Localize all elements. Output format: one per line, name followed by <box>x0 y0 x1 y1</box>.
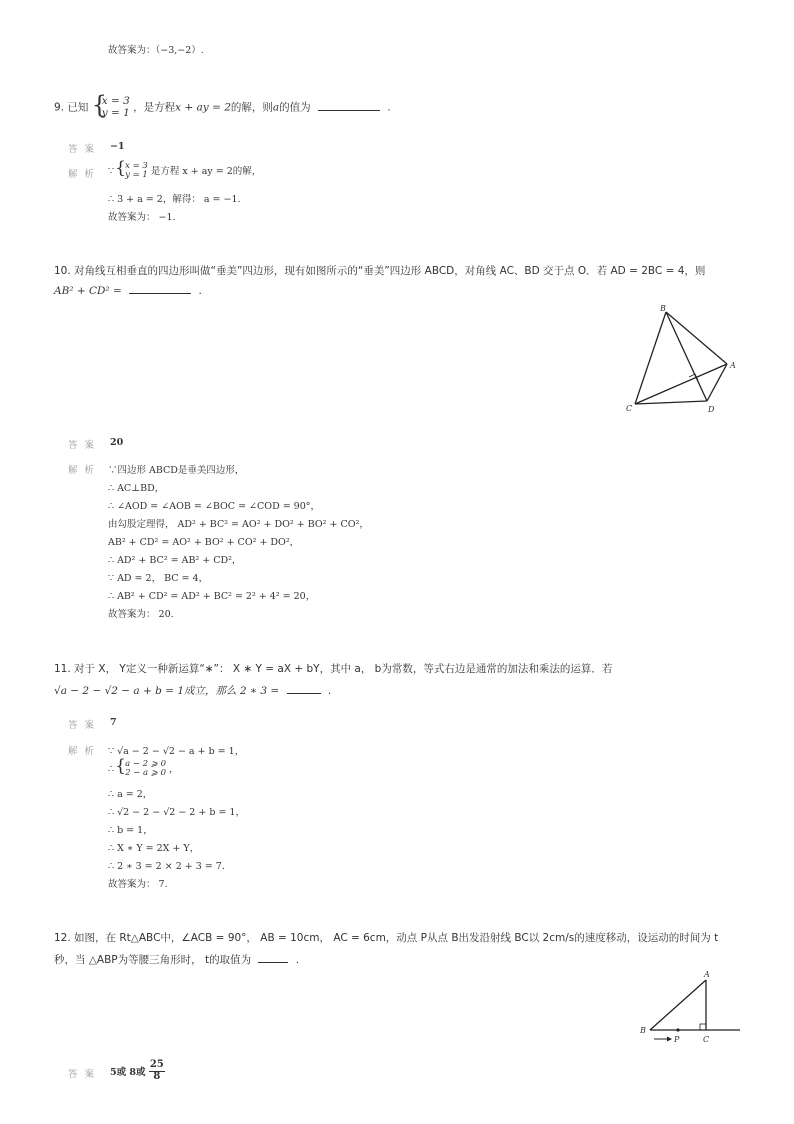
edge-CD <box>635 401 707 404</box>
q10-step7: ∵ AD = 2， BC = 4， <box>108 573 209 584</box>
q12-triangle-figure <box>636 968 742 1048</box>
q9-answer: −1 <box>110 141 125 152</box>
q10-step4: 由勾股定理得， AD² + BC² = AO² + DO² + BO² + CO²， <box>108 519 369 530</box>
q10-step3: ∴ ∠AOD = ∠AOB = ∠BOC = ∠COD = 90°， <box>108 501 321 512</box>
label-A: A <box>704 970 710 979</box>
q10-step9: 故答案为： 20. <box>108 609 174 620</box>
q9-system-eq1: { x = 3 <box>101 95 130 107</box>
segment-BA <box>650 980 706 1030</box>
q10-answer: 20 <box>110 437 124 448</box>
q10-period: . <box>198 285 202 297</box>
label-B: B <box>660 304 666 313</box>
label-C: C <box>626 404 633 413</box>
q9-analysis-step2: ∴ 3 + a = 2，解得： a = −1. <box>108 194 241 205</box>
fraction-numerator: 25 <box>149 1059 164 1070</box>
q9-analysis-eq1: { x = 3 <box>125 161 148 171</box>
q11-step6: ∴ X ∗ Y = 2X + Y， <box>108 843 200 854</box>
q11-step2 <box>108 760 179 779</box>
q11-step4: ∴ √2 − 2 − √2 − 2 + b = 1， <box>108 807 245 818</box>
q11-step5: ∴ b = 1， <box>108 825 153 836</box>
q11-step8: 故答案为： 7. <box>108 879 168 890</box>
label-P: P <box>674 1035 680 1044</box>
q9-analysis-text: 是方程 x + ay = 2的解， <box>150 165 262 177</box>
question-12-line1: 12. 如图，在 Rt△ABC中，∠ACB = 90°， AB = 10cm， AC = 6cm，动点 P从点 B出发沿射线 BC以 2cm/s的速度移动，设运动的时间为 t <box>54 932 719 944</box>
motion-arrowhead <box>667 1037 672 1042</box>
q9-analysis-system <box>117 162 148 181</box>
q9-system <box>94 96 130 119</box>
question-9 <box>54 96 391 119</box>
q10-expression: AB² + CD² = <box>54 285 122 297</box>
q11-step7: ∴ 2 ∗ 3 = 2 × 2 + 3 = 7． <box>108 861 232 872</box>
q9-number: 9. 已知 <box>54 101 89 114</box>
diagonal-AC <box>635 364 727 404</box>
q9-period: . <box>387 101 391 114</box>
q11-ineq1: { a − 2 ⩾ 0 <box>125 759 167 769</box>
q9-analysis-label: 解 析 <box>68 169 97 180</box>
q11-period: . <box>327 685 332 697</box>
q11-inequality-system <box>117 760 166 779</box>
right-angle-mark <box>700 1024 706 1030</box>
q9-text-end: 的解，则 <box>230 101 273 114</box>
q11-analysis-label: 解 析 <box>68 746 97 757</box>
q12-answer-label: 答 案 <box>68 1069 97 1080</box>
q9-variable: a <box>272 101 280 114</box>
q10-step1: ∵四边形 ABCD是垂美四边形， <box>108 465 245 476</box>
label-C: C <box>703 1035 710 1044</box>
q10-step2: ∴ AC⊥BD， <box>108 483 165 494</box>
label-D: D <box>708 405 715 414</box>
q9-analysis-eq2: y = 1 <box>125 170 148 181</box>
q10-answer-blank <box>129 292 191 294</box>
edge-DA <box>707 364 727 401</box>
q11-ineq2: 2 − a ⩾ 0 <box>125 768 167 779</box>
question-10-line1: 10. 对角线互相垂直的四边形叫做“垂美”四边形，现有如图所示的“垂美”四边形 ABCD，对角线 AC、BD 交于点 O．若 AD = 2BC = 4，则 <box>54 265 706 277</box>
q9-text-tail: 的值为 <box>279 101 311 114</box>
edge-BA <box>666 312 727 364</box>
question-11-line1: 11. 对于 X， Y定义一种新运算“∗”： X ∗ Y = aX + bY，其中 a， b为常数，等式右边是通常的加法和乘法的运算．若 <box>54 663 613 675</box>
q12-answer-blank <box>258 961 288 963</box>
therefore-symbol: ∴ <box>108 763 115 775</box>
because-symbol: ∵ <box>108 165 115 177</box>
q11-step1: ∵ √a − 2 − √2 − a + b = 1， <box>108 746 245 757</box>
q12-period: . <box>295 954 300 966</box>
q11-condition: √a − 2 − √2 − a + b = 1成立，那么 2 ∗ 3 = <box>54 685 280 697</box>
q11-step3: ∴ a = 2， <box>108 789 153 800</box>
q10-answer-label: 答 案 <box>68 440 97 451</box>
q11-answer-blank <box>287 692 321 694</box>
q11-ineq-comma: ， <box>169 763 179 775</box>
q9-answer-blank <box>318 109 380 111</box>
q11-answer-label: 答 案 <box>68 720 97 731</box>
q9-analysis-step3: 故答案为： −1. <box>108 212 176 223</box>
q10-quadrilateral-figure <box>620 300 745 418</box>
label-A: A <box>730 361 736 370</box>
q10-step8: ∴ AB² + CD² = AD² + BC² = 2² + 4² = 20， <box>108 591 316 602</box>
fraction-denominator: 8 <box>153 1070 161 1082</box>
q10-step5: AB² + CD² = AO² + BO² + CO² + DO²， <box>108 537 300 548</box>
question-11-line2 <box>54 683 331 698</box>
q9-answer-label: 答 案 <box>68 144 97 155</box>
q12-answer-text: 5或 8或 <box>110 1067 146 1078</box>
q9-text-mid: ，是方程 <box>133 101 176 114</box>
question-12-line2 <box>54 952 299 967</box>
q9-equation: x + ay = 2 <box>175 101 231 114</box>
q9-analysis-step1 <box>108 162 261 181</box>
q12-text: 秒，当 △ABP为等腰三角形时， t的取值为 <box>54 954 252 966</box>
q10-step6: ∴ AD² + BC² = AB² + CD²， <box>108 555 242 566</box>
label-B: B <box>640 1026 646 1035</box>
point-P <box>676 1028 679 1031</box>
edge-BC <box>635 312 666 404</box>
q12-answer-fraction <box>149 1060 165 1082</box>
q9-system-eq2: y = 1 <box>101 106 130 119</box>
q10-analysis-label: 解 析 <box>68 465 97 476</box>
q11-answer: 7 <box>110 717 117 728</box>
previous-answer: 故答案为：（−3,−2）. <box>108 45 204 56</box>
question-10-line2 <box>54 285 202 297</box>
q12-answer <box>110 1060 165 1082</box>
